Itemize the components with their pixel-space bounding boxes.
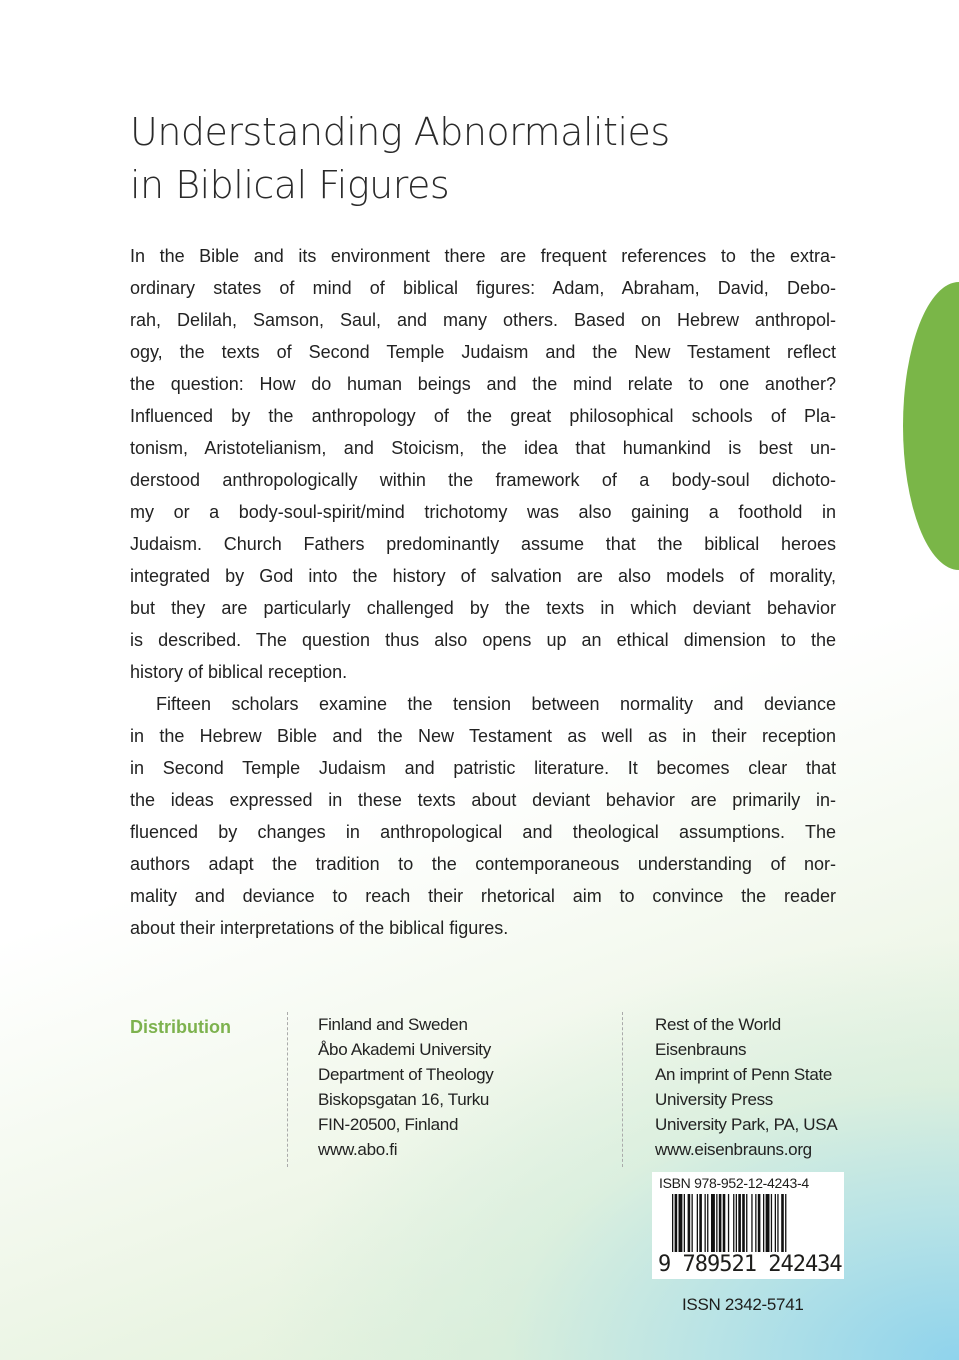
text-line: is described. The question thus also opens up an ethical dimension to the [130, 630, 836, 650]
divider [287, 1012, 288, 1167]
barcode-bar [733, 1194, 734, 1252]
isbn-barcode [652, 1172, 844, 1279]
barcode-bar [692, 1194, 693, 1252]
barcode-bar [742, 1194, 745, 1252]
text-line: Influenced by the anthropology of the great philosophical schools of Pla- [130, 406, 836, 426]
barcode-bar [771, 1194, 772, 1252]
text-line: In the Bible and its environment there are frequent references to the extra- [130, 246, 836, 266]
blurb [130, 240, 836, 944]
text-line: my or a body-soul-spirit/mind trichotomy was also gaining a foothold in [130, 502, 836, 522]
distribution-label: Distribution [130, 1017, 231, 1037]
text-line: tonism, Aristotelianism, and Stoicism, the idea that humankind is best un- [130, 438, 836, 458]
text-line: derstood anthropologically within the framework of a body-soul dichoto- [130, 470, 836, 490]
paragraph-1 [130, 240, 836, 688]
address-line[interactable]: www.eisenbrauns.org [655, 1140, 812, 1159]
title-line: in Biblical Figures [130, 163, 450, 207]
barcode-bar [751, 1194, 752, 1252]
barcode-bar [719, 1194, 722, 1252]
text-line: the question: How do human beings and the mind relate to one another? [130, 374, 836, 394]
isbn-text: ISBN 978-952-12-4243-4 [659, 1175, 809, 1191]
address-line: Eisenbrauns [655, 1040, 747, 1059]
text-line: ogy, the texts of Second Temple Judaism and the New Testament reflect [130, 342, 836, 362]
barcode-bar [728, 1194, 729, 1252]
barcode-bar [766, 1194, 770, 1252]
divider [622, 1012, 623, 1167]
text-line: the ideas expressed in these texts about deviant behavior are primarily in- [130, 790, 836, 810]
barcode-bar [707, 1194, 708, 1252]
address-line: University Park, PA, USA [655, 1115, 838, 1134]
barcode-bar [736, 1194, 737, 1252]
paragraph-2 [130, 688, 836, 944]
address-line: FIN-20500, Finland [318, 1115, 459, 1134]
barcode-bar [723, 1194, 726, 1252]
text-line: in Second Temple Judaism and patristic literature. It becomes clear that [130, 758, 836, 778]
barcode-digits: 9 789521 242434 [658, 1252, 842, 1277]
title-line: Understanding Abnormalities [130, 110, 670, 154]
barcode-bar [738, 1194, 741, 1252]
barcode-bar [746, 1194, 747, 1252]
barcode-bar [697, 1194, 698, 1252]
text-line: Judaism. Church Fathers predominantly assume that the biblical heroes [130, 534, 836, 554]
barcode-bar [775, 1194, 776, 1252]
address-line: University Press [655, 1090, 774, 1109]
barcode-bar [781, 1194, 784, 1252]
text-line: Fifteen scholars examine the tension between normality and deviance [156, 694, 836, 714]
barcode-bar [758, 1194, 761, 1252]
barcode-bar [679, 1194, 683, 1252]
text-line: integrated by God into the history of salvation are also models of morality, [130, 566, 836, 586]
barcode-bar [777, 1194, 778, 1252]
issn-text: ISSN 2342-5741 [682, 1295, 804, 1314]
barcode-bar [672, 1194, 673, 1252]
distributor-nordic [318, 1012, 493, 1162]
barcode-bar [699, 1194, 702, 1252]
barcode-bar [688, 1194, 691, 1252]
barcode-bar [675, 1194, 678, 1252]
text-line: ordinary states of mind of biblical figures: Adam, Abraham, David, Debo- [130, 278, 836, 298]
text-line: fluenced by changes in anthropological and theological assumptions. The [130, 822, 836, 842]
barcode-bar [785, 1194, 786, 1252]
barcode-bar [711, 1194, 715, 1252]
text-line: but they are particularly challenged by the texts in which deviant behavior [130, 598, 836, 618]
address-line: Finland and Sweden [318, 1015, 468, 1034]
barcode-bar [705, 1194, 706, 1252]
barcode-bar [755, 1194, 756, 1252]
address-line: Department of Theology [318, 1065, 494, 1084]
text-line: history of biblical reception. [130, 662, 348, 682]
address-line[interactable]: www.abo.fi [318, 1140, 398, 1159]
text-line: authors adapt the tradition to the contemporaneous understanding of nor- [130, 854, 836, 874]
address-line: Åbo Akademi University [318, 1040, 491, 1059]
address-line: Rest of the World [655, 1015, 781, 1034]
barcode-bar [684, 1194, 685, 1252]
text-line: mality and deviance to reach their rhetorical aim to convince the reader [130, 886, 836, 906]
barcode-bars [652, 1194, 844, 1260]
text-line: in the Hebrew Bible and the New Testament as well as in their reception [130, 726, 836, 746]
book-title [130, 106, 670, 212]
green-side-tab [903, 282, 959, 570]
barcode-bar [763, 1194, 764, 1252]
text-line: rah, Delilah, Samson, Saul, and many others. Based on Hebrew anthropol- [130, 310, 836, 330]
distributor-world [655, 1012, 837, 1162]
address-line: Biskopsgatan 16, Turku [318, 1090, 490, 1109]
address-line: An imprint of Penn State [655, 1065, 833, 1084]
text-line: about their interpretations of the biblical figures. [130, 918, 509, 938]
barcode-bar [716, 1194, 717, 1252]
